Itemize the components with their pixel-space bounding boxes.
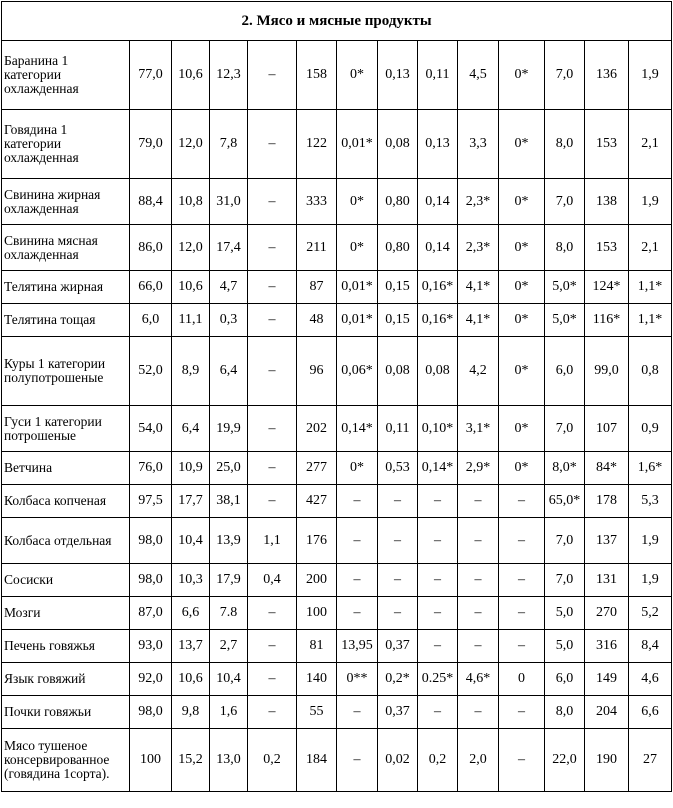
value-cell: 270 <box>585 597 629 630</box>
value-cell: – <box>378 518 418 564</box>
value-cell: 1,9 <box>629 518 672 564</box>
value-cell: 10,6 <box>172 271 210 304</box>
value-cell: 0 <box>499 663 545 696</box>
value-cell: 96 <box>297 337 337 406</box>
value-cell: – <box>418 630 458 663</box>
value-cell: 0* <box>499 452 545 485</box>
value-cell: 178 <box>585 485 629 518</box>
product-name-cell: Свинина мясная охлажденная <box>2 225 130 271</box>
value-cell: – <box>337 597 378 630</box>
value-cell: 31,0 <box>210 179 248 225</box>
value-cell: 138 <box>585 179 629 225</box>
value-cell: – <box>248 663 297 696</box>
value-cell: 5,3 <box>629 485 672 518</box>
value-cell: 4,1* <box>458 271 499 304</box>
value-cell: 93,0 <box>130 630 172 663</box>
value-cell: 5,0 <box>545 597 585 630</box>
table-title: 2. Мясо и мясные продукты <box>2 2 672 41</box>
value-cell: – <box>337 729 378 792</box>
product-name-cell: Мозги <box>2 597 130 630</box>
value-cell: 0,8 <box>629 337 672 406</box>
value-cell: 13,0 <box>210 729 248 792</box>
value-cell: – <box>248 597 297 630</box>
value-cell: 0,80 <box>378 225 418 271</box>
table-row <box>2 518 672 564</box>
value-cell: 1,9 <box>629 564 672 597</box>
value-cell: 1,6 <box>210 696 248 729</box>
value-cell: – <box>337 518 378 564</box>
value-cell: 0* <box>499 179 545 225</box>
table-row <box>2 41 672 110</box>
value-cell: – <box>499 696 545 729</box>
value-cell: 8,0 <box>545 110 585 179</box>
value-cell: 131 <box>585 564 629 597</box>
value-cell: 153 <box>585 110 629 179</box>
table-row <box>2 729 672 792</box>
value-cell: 190 <box>585 729 629 792</box>
table-row <box>2 564 672 597</box>
value-cell: 100 <box>130 729 172 792</box>
product-name-cell: Мясо тушеное консервированное (говядина 1сорта). <box>2 729 130 792</box>
value-cell: – <box>499 485 545 518</box>
value-cell: 11,1 <box>172 304 210 337</box>
value-cell: 6,0 <box>545 663 585 696</box>
value-cell: 7,8 <box>210 110 248 179</box>
value-cell: 153 <box>585 225 629 271</box>
value-cell: 17,7 <box>172 485 210 518</box>
table-body <box>2 41 672 792</box>
value-cell: 87 <box>297 271 337 304</box>
value-cell: 13,95 <box>337 630 378 663</box>
value-cell: 122 <box>297 110 337 179</box>
table-row <box>2 271 672 304</box>
table-row <box>2 179 672 225</box>
value-cell: – <box>337 564 378 597</box>
value-cell: 202 <box>297 406 337 452</box>
value-cell: 316 <box>585 630 629 663</box>
value-cell: 0,10* <box>418 406 458 452</box>
value-cell: 4,1* <box>458 304 499 337</box>
product-name-cell: Баранина 1 категории охлажденная <box>2 41 130 110</box>
value-cell: 7.8 <box>210 597 248 630</box>
value-cell: 98,0 <box>130 564 172 597</box>
value-cell: 0* <box>499 406 545 452</box>
table-row <box>2 597 672 630</box>
value-cell: 1,1* <box>629 304 672 337</box>
value-cell: 140 <box>297 663 337 696</box>
value-cell: 99,0 <box>585 337 629 406</box>
value-cell: 81 <box>297 630 337 663</box>
value-cell: – <box>458 630 499 663</box>
value-cell: 0* <box>499 304 545 337</box>
value-cell: 136 <box>585 41 629 110</box>
value-cell: 10,3 <box>172 564 210 597</box>
value-cell: 4,6* <box>458 663 499 696</box>
value-cell: 7,0 <box>545 564 585 597</box>
value-cell: 107 <box>585 406 629 452</box>
table-row <box>2 304 672 337</box>
value-cell: – <box>499 729 545 792</box>
value-cell: 0,16* <box>418 304 458 337</box>
value-cell: 0,4 <box>248 564 297 597</box>
value-cell: 6,6 <box>172 597 210 630</box>
value-cell: 0,37 <box>378 696 418 729</box>
value-cell: 25,0 <box>210 452 248 485</box>
value-cell: 4,2 <box>458 337 499 406</box>
value-cell: 13,9 <box>210 518 248 564</box>
product-name-cell: Телятина жирная <box>2 271 130 304</box>
value-cell: 0,14* <box>418 452 458 485</box>
value-cell: 0,53 <box>378 452 418 485</box>
value-cell: 15,2 <box>172 729 210 792</box>
value-cell: 0.25* <box>418 663 458 696</box>
value-cell: 0,15 <box>378 271 418 304</box>
nutrition-table <box>1 1 672 792</box>
value-cell: 48 <box>297 304 337 337</box>
value-cell: 7,0 <box>545 179 585 225</box>
value-cell: 427 <box>297 485 337 518</box>
value-cell: 55 <box>297 696 337 729</box>
value-cell: 12,0 <box>172 110 210 179</box>
value-cell: 100 <box>297 597 337 630</box>
table-row <box>2 225 672 271</box>
value-cell: 65,0* <box>545 485 585 518</box>
value-cell: 200 <box>297 564 337 597</box>
value-cell: 6,4 <box>210 337 248 406</box>
value-cell: 2,3* <box>458 179 499 225</box>
value-cell: 0,16* <box>418 271 458 304</box>
value-cell: 2,9* <box>458 452 499 485</box>
value-cell: 38,1 <box>210 485 248 518</box>
value-cell: 10,4 <box>210 663 248 696</box>
value-cell: – <box>458 597 499 630</box>
value-cell: 5,2 <box>629 597 672 630</box>
value-cell: 86,0 <box>130 225 172 271</box>
value-cell: 1,1* <box>629 271 672 304</box>
table-row <box>2 110 672 179</box>
value-cell: 0* <box>499 337 545 406</box>
value-cell: 0,14 <box>418 225 458 271</box>
value-cell: 0** <box>337 663 378 696</box>
table-row <box>2 663 672 696</box>
value-cell: 0,11 <box>378 406 418 452</box>
value-cell: 88,4 <box>130 179 172 225</box>
value-cell: 0* <box>499 225 545 271</box>
value-cell: 3,3 <box>458 110 499 179</box>
value-cell: 10,6 <box>172 663 210 696</box>
value-cell: 176 <box>297 518 337 564</box>
value-cell: – <box>248 337 297 406</box>
value-cell: 19,9 <box>210 406 248 452</box>
value-cell: – <box>248 271 297 304</box>
value-cell: 1,1 <box>248 518 297 564</box>
value-cell: 211 <box>297 225 337 271</box>
value-cell: 2,0 <box>458 729 499 792</box>
value-cell: 0,3 <box>210 304 248 337</box>
value-cell: 27 <box>629 729 672 792</box>
value-cell: 8,0 <box>545 696 585 729</box>
value-cell: 6,4 <box>172 406 210 452</box>
value-cell: 2,3* <box>458 225 499 271</box>
value-cell: – <box>418 597 458 630</box>
table-title-row <box>2 2 672 41</box>
table-row <box>2 485 672 518</box>
value-cell: 52,0 <box>130 337 172 406</box>
value-cell: 0,80 <box>378 179 418 225</box>
value-cell: 7,0 <box>545 41 585 110</box>
value-cell: 0,2 <box>418 729 458 792</box>
value-cell: 3,1* <box>458 406 499 452</box>
value-cell: – <box>248 630 297 663</box>
value-cell: – <box>378 597 418 630</box>
value-cell: 54,0 <box>130 406 172 452</box>
value-cell: 0,08 <box>378 337 418 406</box>
value-cell: 98,0 <box>130 518 172 564</box>
value-cell: 0,02 <box>378 729 418 792</box>
value-cell: 4,7 <box>210 271 248 304</box>
value-cell: 17,4 <box>210 225 248 271</box>
value-cell: – <box>418 696 458 729</box>
value-cell: 277 <box>297 452 337 485</box>
value-cell: 12,3 <box>210 41 248 110</box>
value-cell: 4,5 <box>458 41 499 110</box>
value-cell: – <box>418 485 458 518</box>
value-cell: 0* <box>499 271 545 304</box>
value-cell: – <box>248 452 297 485</box>
value-cell: 10,6 <box>172 41 210 110</box>
value-cell: 333 <box>297 179 337 225</box>
value-cell: 0,01* <box>337 110 378 179</box>
value-cell: – <box>499 597 545 630</box>
value-cell: 66,0 <box>130 271 172 304</box>
value-cell: – <box>248 41 297 110</box>
product-name-cell: Колбаса отдельная <box>2 518 130 564</box>
value-cell: 6,0 <box>130 304 172 337</box>
value-cell: 0,01* <box>337 304 378 337</box>
table-row <box>2 630 672 663</box>
value-cell: – <box>499 518 545 564</box>
product-name-cell: Печень говяжья <box>2 630 130 663</box>
value-cell: 0,15 <box>378 304 418 337</box>
value-cell: 116* <box>585 304 629 337</box>
value-cell: – <box>248 304 297 337</box>
value-cell: 0* <box>499 41 545 110</box>
value-cell: – <box>458 485 499 518</box>
value-cell: – <box>248 696 297 729</box>
value-cell: 10,9 <box>172 452 210 485</box>
value-cell: 10,8 <box>172 179 210 225</box>
value-cell: – <box>248 225 297 271</box>
product-name-cell: Гуси 1 категории потрошеные <box>2 406 130 452</box>
value-cell: 13,7 <box>172 630 210 663</box>
value-cell: 6,6 <box>629 696 672 729</box>
product-name-cell: Куры 1 категории полупотрошеные <box>2 337 130 406</box>
value-cell: – <box>248 179 297 225</box>
value-cell: 10,4 <box>172 518 210 564</box>
value-cell: 5,0* <box>545 304 585 337</box>
value-cell: 0* <box>337 452 378 485</box>
value-cell: – <box>418 518 458 564</box>
product-name-cell: Колбаса копченая <box>2 485 130 518</box>
value-cell: 0,08 <box>378 110 418 179</box>
value-cell: – <box>499 630 545 663</box>
table-row <box>2 337 672 406</box>
value-cell: 5,0 <box>545 630 585 663</box>
value-cell: 7,0 <box>545 406 585 452</box>
value-cell: – <box>248 485 297 518</box>
value-cell: 2,7 <box>210 630 248 663</box>
value-cell: 92,0 <box>130 663 172 696</box>
value-cell: 184 <box>297 729 337 792</box>
value-cell: 0,08 <box>418 337 458 406</box>
value-cell: – <box>458 564 499 597</box>
value-cell: 77,0 <box>130 41 172 110</box>
value-cell: 9,8 <box>172 696 210 729</box>
value-cell: 204 <box>585 696 629 729</box>
value-cell: 2,1 <box>629 110 672 179</box>
value-cell: 0,9 <box>629 406 672 452</box>
product-name-cell: Язык говяжий <box>2 663 130 696</box>
value-cell: 1,6* <box>629 452 672 485</box>
value-cell: 0* <box>337 179 378 225</box>
value-cell: 0* <box>337 41 378 110</box>
product-name-cell: Сосиски <box>2 564 130 597</box>
value-cell: 5,0* <box>545 271 585 304</box>
value-cell: 6,0 <box>545 337 585 406</box>
value-cell: 17,9 <box>210 564 248 597</box>
value-cell: 2,1 <box>629 225 672 271</box>
value-cell: – <box>418 564 458 597</box>
value-cell: 12,0 <box>172 225 210 271</box>
value-cell: – <box>337 696 378 729</box>
table-row <box>2 406 672 452</box>
value-cell: 76,0 <box>130 452 172 485</box>
value-cell: 0,13 <box>418 110 458 179</box>
value-cell: 1,9 <box>629 179 672 225</box>
value-cell: 0,14* <box>337 406 378 452</box>
value-cell: 22,0 <box>545 729 585 792</box>
value-cell: 0* <box>337 225 378 271</box>
value-cell: 0,11 <box>418 41 458 110</box>
value-cell: 8,0 <box>545 225 585 271</box>
value-cell: 0* <box>499 110 545 179</box>
value-cell: 0,37 <box>378 630 418 663</box>
value-cell: – <box>458 696 499 729</box>
value-cell: 0,2 <box>248 729 297 792</box>
product-name-cell: Телятина тощая <box>2 304 130 337</box>
table-row <box>2 696 672 729</box>
value-cell: 8,4 <box>629 630 672 663</box>
product-name-cell: Говядина 1 категории охлажденная <box>2 110 130 179</box>
value-cell: 158 <box>297 41 337 110</box>
value-cell: 87,0 <box>130 597 172 630</box>
value-cell: 137 <box>585 518 629 564</box>
value-cell: – <box>499 564 545 597</box>
value-cell: – <box>378 564 418 597</box>
value-cell: 149 <box>585 663 629 696</box>
value-cell: 124* <box>585 271 629 304</box>
value-cell: 98,0 <box>130 696 172 729</box>
value-cell: 8,9 <box>172 337 210 406</box>
value-cell: – <box>248 110 297 179</box>
value-cell: – <box>248 406 297 452</box>
value-cell: – <box>378 485 418 518</box>
value-cell: 0,01* <box>337 271 378 304</box>
value-cell: 79,0 <box>130 110 172 179</box>
value-cell: 1,9 <box>629 41 672 110</box>
value-cell: 7,0 <box>545 518 585 564</box>
value-cell: 0,13 <box>378 41 418 110</box>
table-row <box>2 452 672 485</box>
value-cell: 0,2* <box>378 663 418 696</box>
value-cell: 0,06* <box>337 337 378 406</box>
value-cell: 8,0* <box>545 452 585 485</box>
value-cell: 0,14 <box>418 179 458 225</box>
value-cell: – <box>337 485 378 518</box>
product-name-cell: Ветчина <box>2 452 130 485</box>
value-cell: 97,5 <box>130 485 172 518</box>
value-cell: 84* <box>585 452 629 485</box>
value-cell: 4,6 <box>629 663 672 696</box>
product-name-cell: Свинина жирная охлажденная <box>2 179 130 225</box>
product-name-cell: Почки говяжьи <box>2 696 130 729</box>
value-cell: – <box>458 518 499 564</box>
